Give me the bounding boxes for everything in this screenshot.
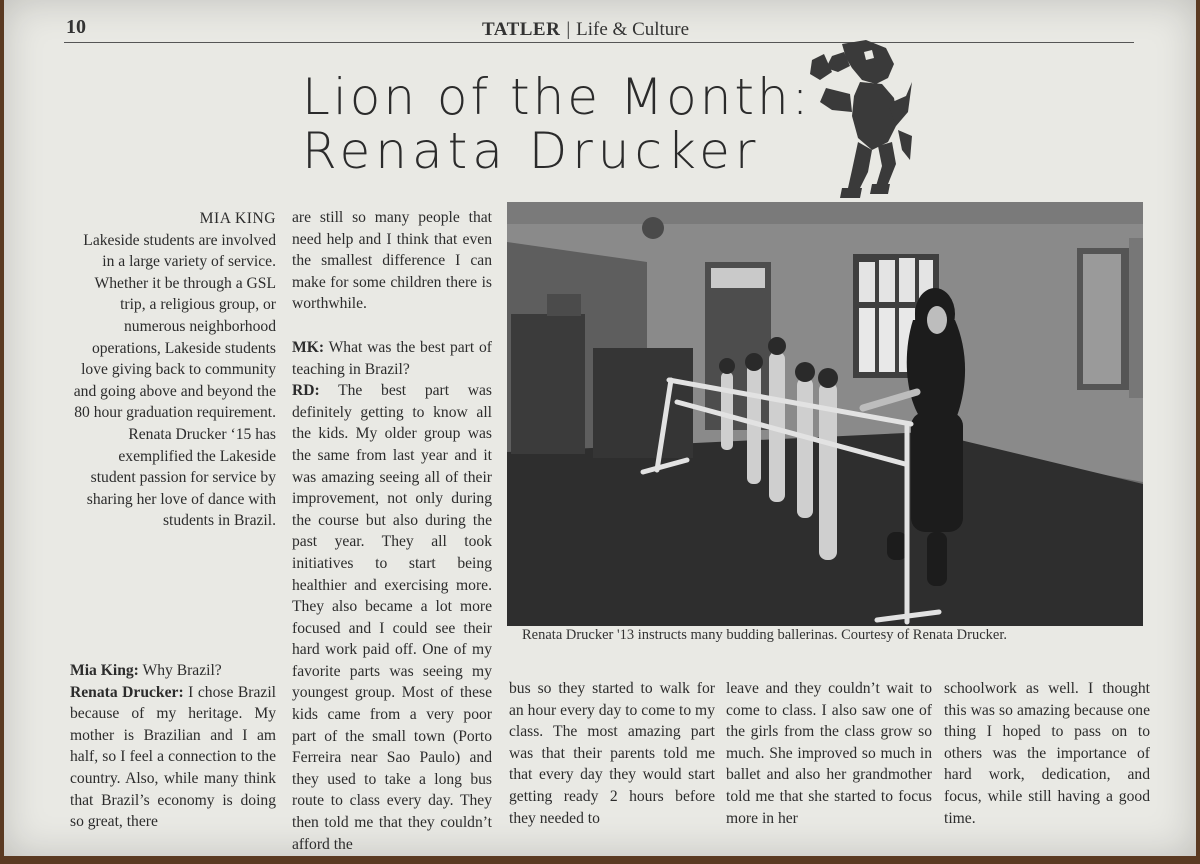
interview-column-5: schoolwork as well. I thought this was so amazing because one thing I hoped to pass on to others was the importance of hard work, dedication, and focus, while still having a good time. — [944, 680, 1150, 827]
interview-column-3: bus so they started to walk for an hour every day to come to my class. The most amazing part was that their parents told me that every day they would start getting ready 2 hours before they needed to — [509, 680, 715, 827]
question-text: What was the best part of teaching in Brazil? — [292, 338, 492, 378]
publication-name: TATLER — [482, 19, 561, 40]
interview-column-1 — [70, 660, 276, 833]
answer-text: I chose Brazil because of my heritage. My mother is Brazilian and I am half, so I feel a connection to the country. Also, while many think that Brazil’s economy is doing so great, there — [70, 683, 276, 831]
header-rule — [64, 42, 1134, 43]
speaker-label: MK: — [292, 338, 325, 356]
question-text: Why Brazil? — [142, 662, 222, 679]
title-line-1: Lion of the Month: — [302, 68, 812, 126]
ballet-class-photo — [507, 202, 1143, 626]
section-name: Life & Culture — [576, 19, 690, 40]
photo-caption: Renata Drucker '13 instructs many budding ballerinas. Courtesy of Renata Drucker. — [522, 627, 1008, 643]
speaker-label: Mia King: — [70, 662, 139, 679]
article-title — [302, 68, 812, 180]
speaker-label: Renata Drucker: — [70, 683, 184, 701]
title-line-2: Renata Drucker — [302, 122, 761, 180]
interview-column-2 — [292, 207, 492, 855]
answer-text: The best part was definitely getting to know all the kids. My older group was the same from last year and it was amazing seeing all of their improvement, not only during the course but also during the past year. They all took initiatives to start being healthier and exercising more. They also became a lot more focused and I could see their hard work paid off. One of my favorite parts was seeing my youngest group. Most of these kids came from a very poor part of the small town (Porto Ferreira near Sao Paulo) and they used to take a long bus route to class every day. They then told me that they couldn’t afford the — [292, 382, 492, 853]
page-number: 10 — [66, 16, 86, 38]
answer-continued: are still so many people that need help and I think that even the smallest difference I can make for some children there is worthwhile. — [292, 209, 492, 313]
newspaper-page — [4, 0, 1196, 856]
byline: MIA KING — [199, 210, 276, 227]
rampant-lion-icon — [802, 38, 914, 200]
masthead — [482, 19, 689, 41]
speaker-label: RD: — [292, 382, 320, 400]
interview-column-4: leave and they couldn’t wait to come to class. I also saw one of the girls from the class grow so much. She improved so much in ballet and also her grandmother told me that she started to focus more in her — [726, 680, 932, 827]
intro-column — [70, 208, 276, 532]
intro-paragraph: Lakeside students are involved in a large variety of service. Whether it be through a GSL trip, a religious group, or numerous neighborhood operations, Lakeside students love giving back to community and going above and beyond the 80 hour graduation requirement. Renata Drucker ‘15 has exemplified the Lakeside student passion for service by sharing her love of dance with students in Brazil. — [73, 231, 276, 530]
masthead-separator: | — [566, 19, 571, 40]
